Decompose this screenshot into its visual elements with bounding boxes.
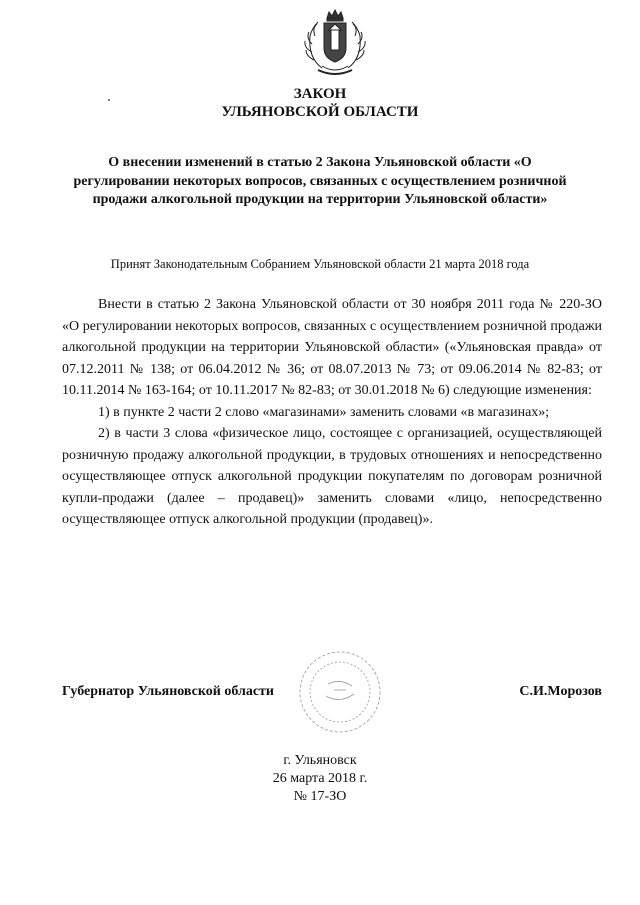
official-stamp-icon (290, 642, 390, 742)
body-intro-paragraph: Внести в статью 2 Закона Ульяновской области от 30 ноября 2011 года № 220-ЗО «О регулировании некоторых вопросов, связанных с осуществлением розничной продажи алкогольной продукции на территории Ульяновской области» («Ульяновская правда» от 07.12.2011 № 138; от 06.04.2012 № 36; от 08.07.2013 № 73; от 09.06.2014 № 82-83; от 10.11.2014 № 163-164; от 10.11.2017 № 82-83; от 30.01.2018 № 6) следующие изменения: (62, 297, 602, 398)
body-item-2: 2) в части 3 слова «физическое лицо, состоящее с организацией, осуществляющей розничную продажу алкогольной продукции, в трудовых отношениях и непосредственно осуществляющее отпуск алкогольной продукции покупателям по договорам розничной купли-продажи (далее – продавец)» заменить словами «лицо, непосредственно осуществляющее отпуск алкогольной продукции (продавец)». (62, 426, 602, 527)
document-type: ЗАКОН (293, 86, 347, 102)
signatory-position: Губернатор Ульяновской области (62, 684, 274, 699)
law-body (62, 294, 602, 531)
footer-date: 26 марта 2018 г. (272, 771, 368, 786)
adoption-note: Принят Законодательным Собранием Ульяновской области 21 марта 2018 года (110, 257, 530, 271)
signatory-name: С.И.Морозов (519, 684, 602, 699)
footer-city: г. Ульяновск (283, 753, 357, 768)
coat-of-arms-icon (300, 8, 370, 80)
footer-law-number: № 17-ЗО (293, 789, 347, 804)
issuing-region: УЛЬЯНОВСКОЙ ОБЛАСТИ (221, 104, 419, 120)
body-item-1: 1) в пункте 2 части 2 слово «магазинами» заменить словами «в магазинах»; (98, 404, 550, 420)
document-footer (0, 752, 640, 806)
law-subject: О внесении изменений в статью 2 Закона Ульяновской области «О регулировании некоторых вопросов, связанных с осуществлением розничной продажи алкогольной продукции на территории Ульяновской области» (73, 155, 567, 207)
